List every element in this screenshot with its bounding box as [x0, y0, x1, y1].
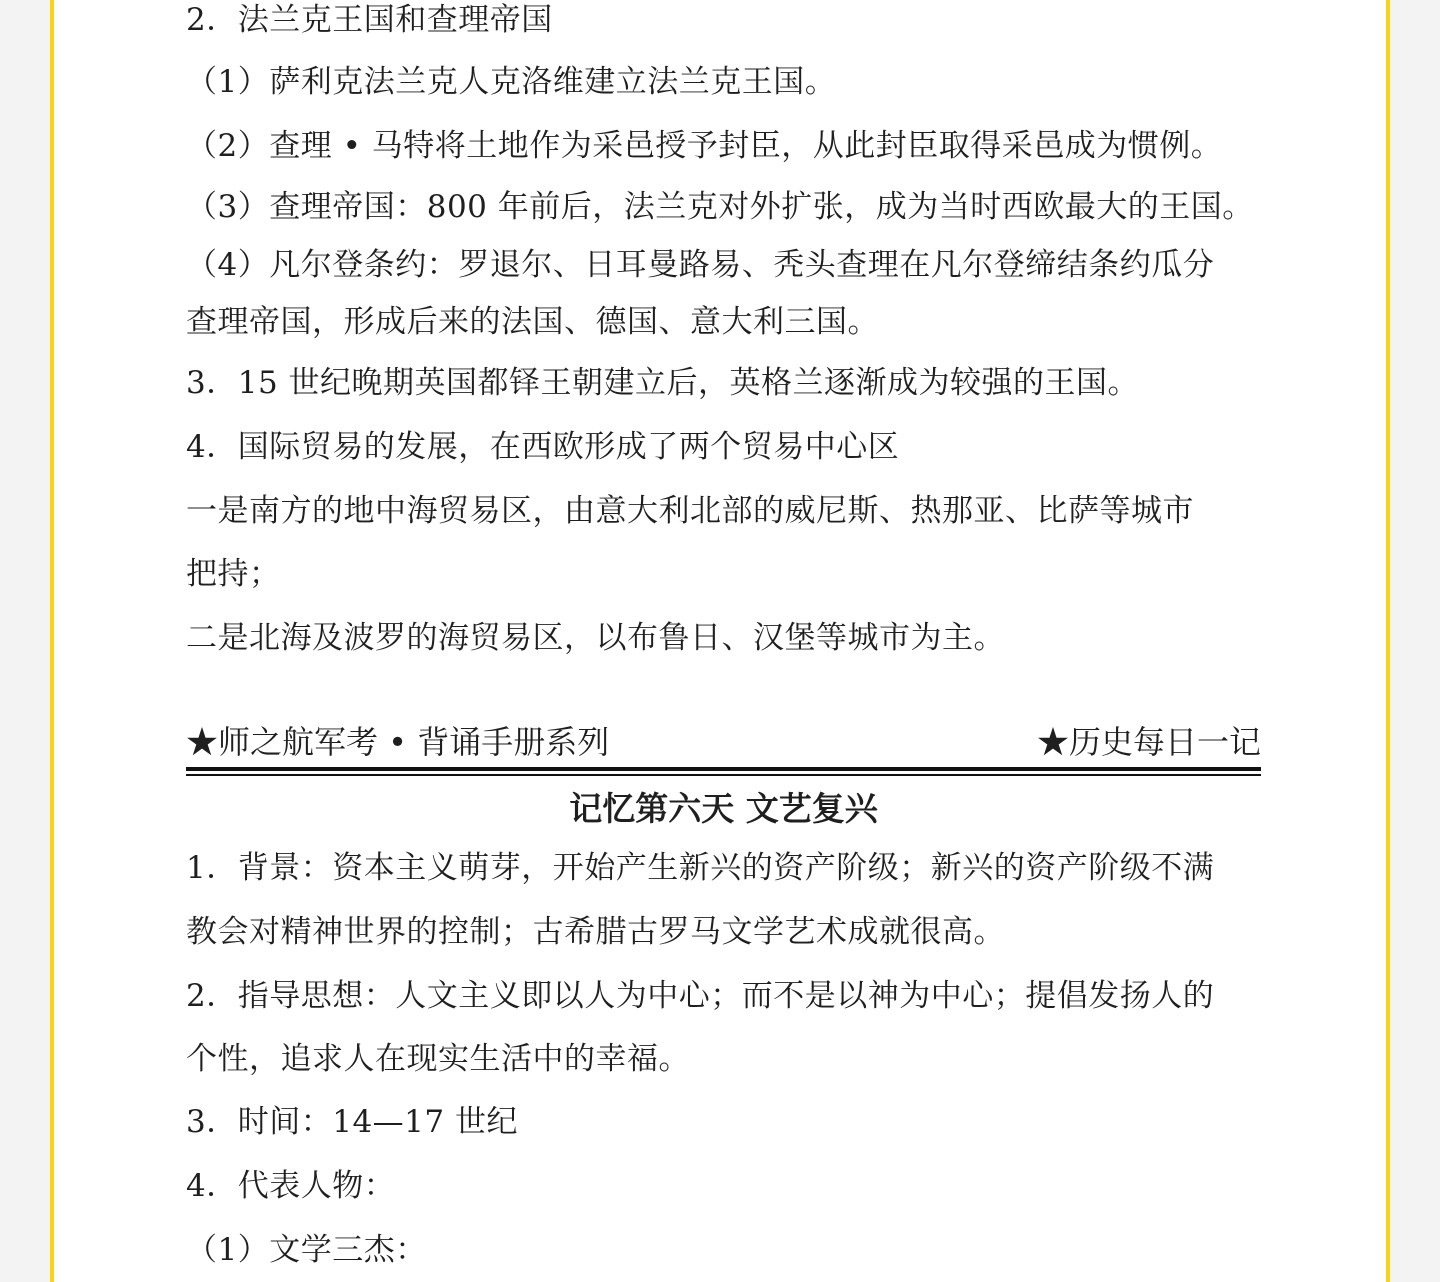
text-line: 把持； — [186, 556, 281, 592]
daily-header: ★历史每日一记 — [1036, 723, 1261, 761]
text-line: 4．代表人物： — [186, 1168, 396, 1204]
text-line: 2．指导思想：人文主义即以人为中心；而不是以神为中心；提倡发扬人的 — [186, 978, 1215, 1014]
text-line: 一是南方的地中海贸易区，由意大利北部的威尼斯、热那亚、比萨等城市 — [186, 493, 1194, 529]
text-line: 二是北海及波罗的海贸易区，以布鲁日、汉堡等城市为主。 — [186, 620, 1005, 656]
header-divider — [186, 767, 1261, 771]
header-divider-thin — [186, 774, 1261, 776]
text-line: 教会对精神世界的控制；古希腊古罗马文学艺术成就很高。 — [186, 914, 1005, 950]
text-line: 4．国际贸易的发展，在西欧形成了两个贸易中心区 — [186, 429, 900, 465]
text-line: 2．法兰克王国和查理帝国 — [186, 2, 553, 38]
text-line: （4）凡尔登条约：罗退尔、日耳曼路易、秃头查理在凡尔登缔结条约瓜分 — [186, 247, 1215, 283]
section-title: 记忆第六天 文艺复兴 — [569, 789, 878, 828]
text-line: 1．背景：资本主义萌芽，开始产生新兴的资产阶级；新兴的资产阶级不满 — [186, 850, 1215, 886]
text-line: 个性，追求人在现实生活中的幸福。 — [186, 1041, 690, 1077]
series-header: ★师之航军考 • 背诵手册系列 — [186, 723, 610, 761]
text-line: （1）萨利克法兰克人克洛维建立法兰克王国。 — [186, 64, 837, 100]
text-line: （3）查理帝国：800 年前后，法兰克对外扩张，成为当时西欧最大的王国。 — [186, 189, 1254, 225]
text-line: （2）查理 • 马特将土地作为采邑授予封臣，从此封臣取得采邑成为惯例。 — [186, 128, 1223, 164]
text-line: （1）文学三杰： — [186, 1232, 427, 1268]
text-line: 查理帝国，形成后来的法国、德国、意大利三国。 — [186, 304, 879, 340]
text-line: 3．15 世纪晚期英国都铎王朝建立后，英格兰逐渐成为较强的王国。 — [186, 365, 1140, 401]
text-line: 3．时间：14—17 世纪 — [186, 1104, 518, 1140]
document-page — [50, 0, 1390, 1282]
